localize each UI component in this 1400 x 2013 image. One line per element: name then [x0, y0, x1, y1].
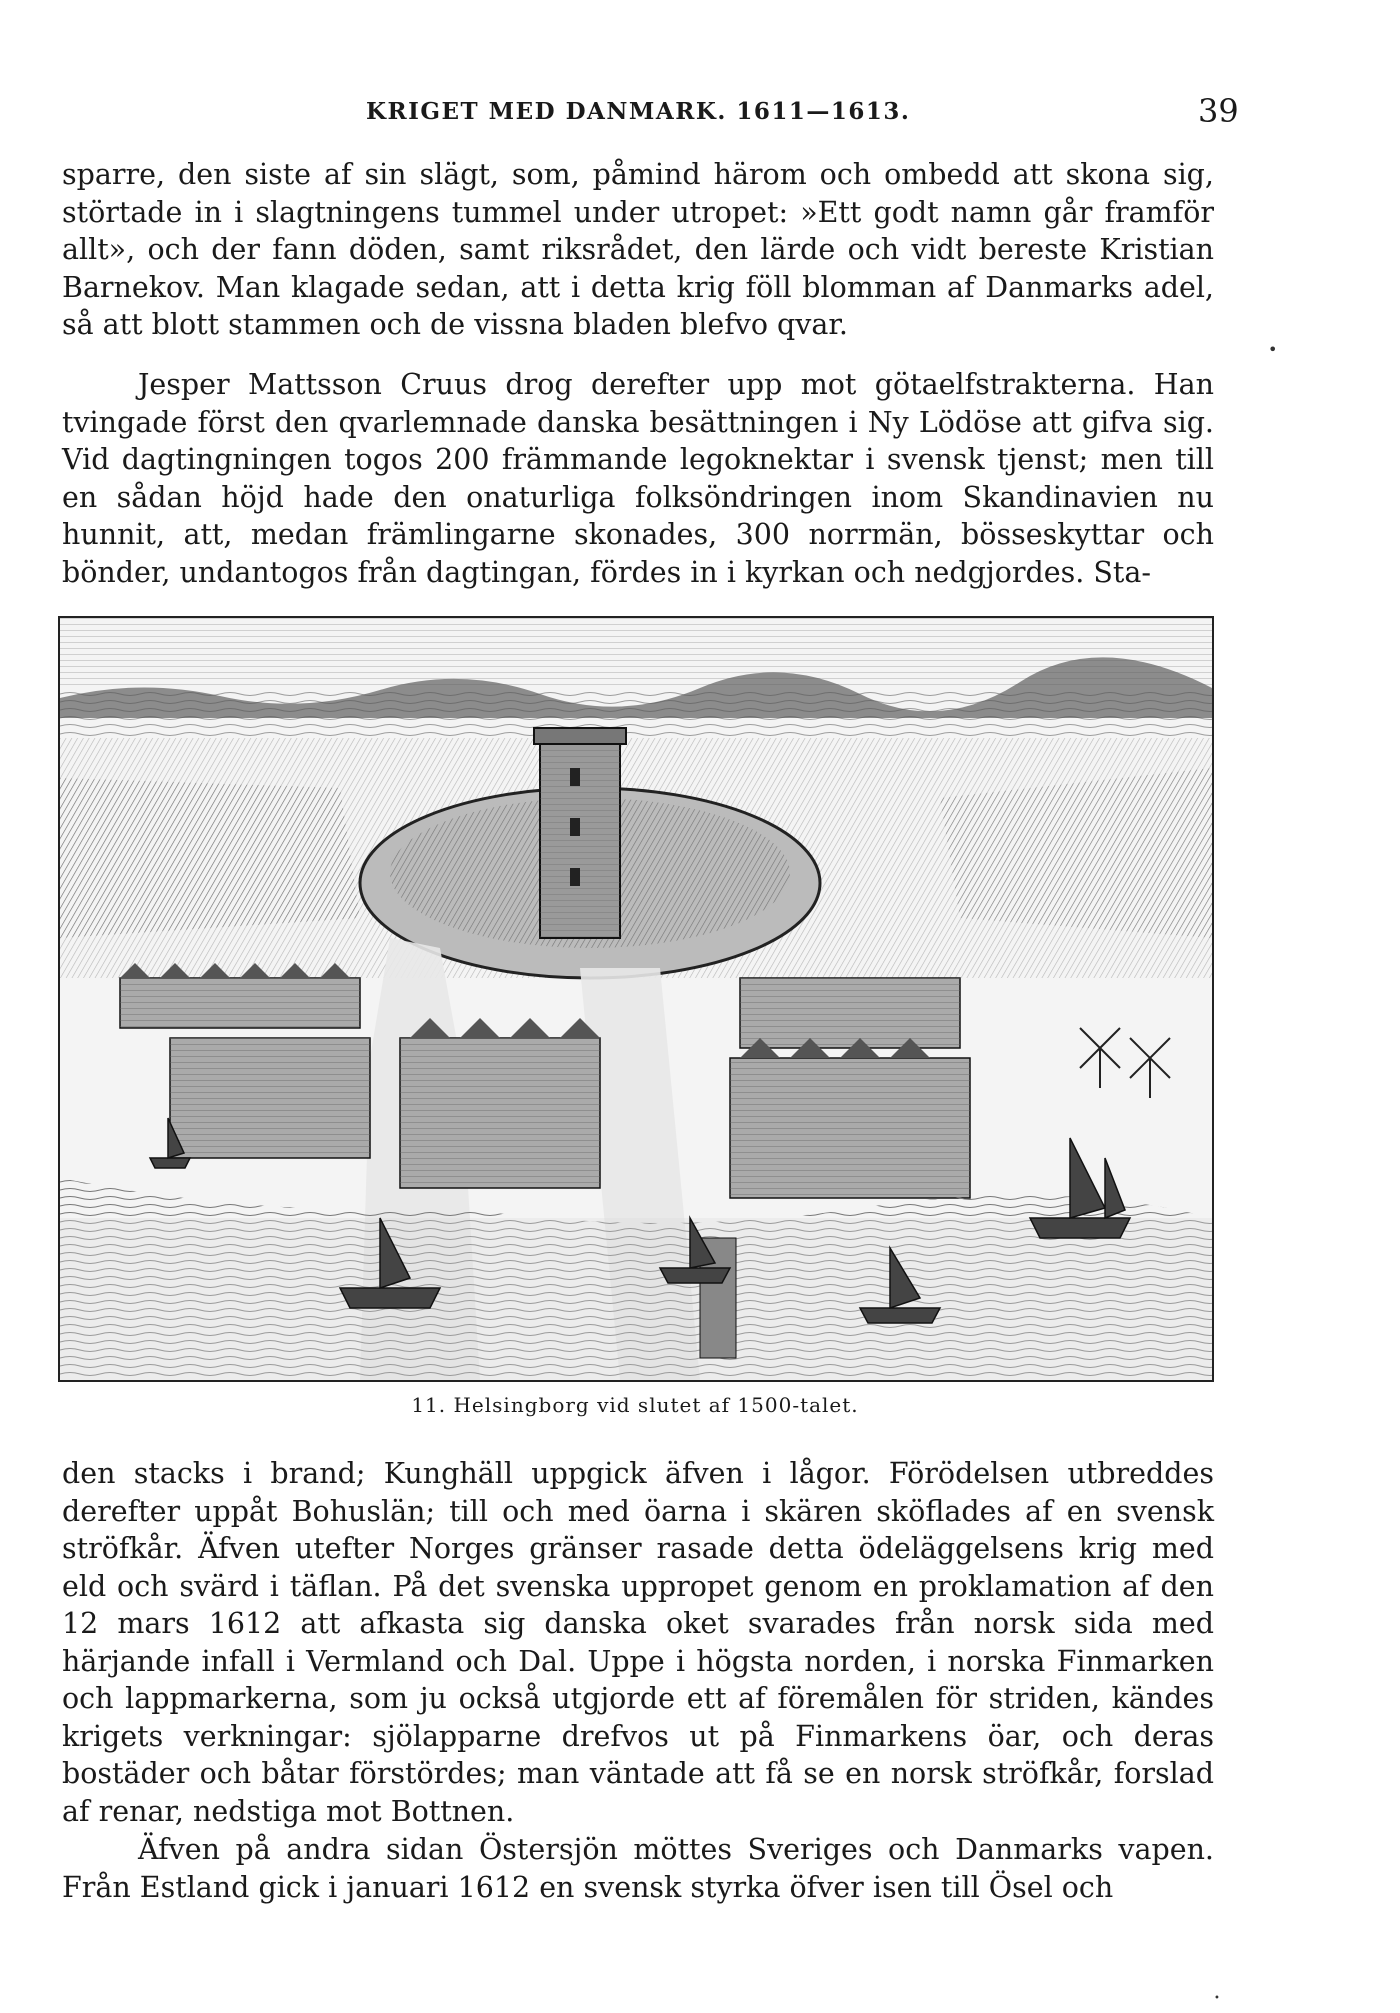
page-number: 39 — [1198, 92, 1239, 130]
paragraph-4: Äfven på andra sidan Östersjön möttes Sveriges och Danmarks vapen. Från Estland gick i januari 1612 en svensk styrka öfver isen till Ösel och — [62, 1833, 1214, 1904]
ink-speck: • — [1214, 1993, 1220, 2004]
paragraph-2: Jesper Mattsson Cruus drog derefter upp mot götaelfstrakterna. Han tvingade först den qvarlemnade danska besättningen i Ny Lödöse att gifva sig. Vid dagtingningen togos 200 främmande legoknektar i svensk tjenst; men till en sådan höjd hade den onaturliga folksöndringen inom Skandinavien nu hunnit, att, medan främlingarne skonades, 300 norrmän, bösseskyttar och bönder, undantogos från dagtingan, fördes in i kyrkan och nedgjordes. Sta- — [62, 368, 1214, 589]
engraving-figure — [58, 616, 1214, 1382]
paragraph-1: sparre, den siste af sin slägt, som, påmind härom och ombedd att skona sig, störtade in i slagtningens tummel under utropet: »Ett godt namn går framför allt», och der fann döden, samt riksrådet, den lärde och vidt bereste Kristian Barnekov. Man klagade sedan, att i detta krig föll blomman af Danmarks adel, så att blott stammen och de vissna bladen blefvo qvar. — [62, 158, 1214, 341]
engraving-helsingborg-icon — [60, 618, 1212, 1380]
paragraph-3: den stacks i brand; Kunghäll uppgick äfven i lågor. Förödelsen utbreddes derefter uppåt Bohuslän; till och med öarna i skären sköflades af en svensk ströfkår. Äfven utefter Norges gränser rasade detta ödeläggelsens krig med eld och svärd i täflan. På det svenska uppropet genom en proklamation af den 12 mars 1612 att afkasta sig danska oket svarades från norsk sida med härjande infall i Vermland och Dal. Uppe i högsta norden, i norska Finmarken och lappmarkerna, som ju också utgjorde ett af föremålen för striden, kändes krigets verkningar: sjölapparne drefvos ut på Finmarkens öar, och deras bostäder och båtar förstördes; man väntade att få se en norsk ströfkår, forslad af renar, nedstiga mot Bottnen. — [62, 1457, 1214, 1828]
figure-caption: 11. Helsingborg vid slutet af 1500-talet. — [411, 1393, 859, 1417]
running-title: KRIGET MED DANMARK. 1611—1613. — [366, 98, 911, 125]
ink-speck: • — [1268, 340, 1278, 359]
